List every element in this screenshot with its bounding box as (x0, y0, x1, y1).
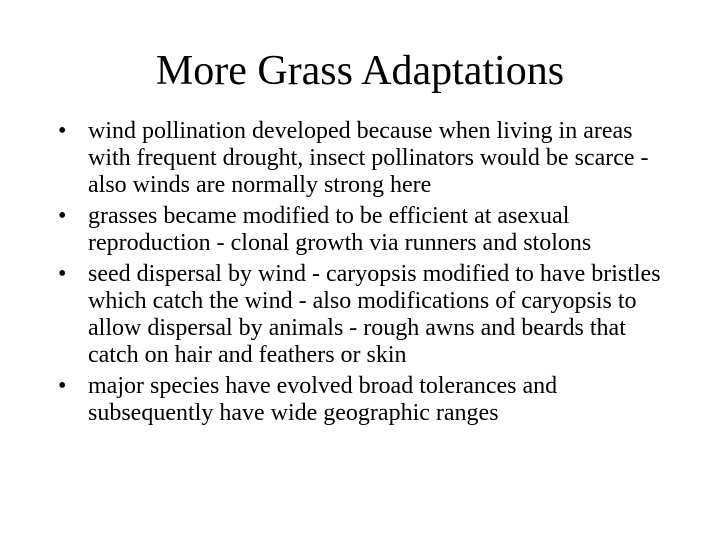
bullet-item-wind-pollination (54, 118, 674, 199)
bullet-item-seed-dispersal (54, 261, 674, 369)
bullet-icon: • (58, 203, 67, 229)
bullet-text: grasses became modified to be efficient at asexual reproduction - clonal growth via runners and stolons (88, 203, 592, 256)
bullet-list (54, 118, 674, 431)
bullet-text: major species have evolved broad tolerances and subsequently have wide geographic ranges (88, 373, 558, 426)
bullet-text: seed dispersal by wind - caryopsis modified to have bristles which catch the wind - also modifications of caryopsis to allow dispersal by animals - rough awns and beards that catch on hair and feathers or skin (88, 261, 661, 368)
bullet-icon: • (58, 373, 67, 399)
bullet-icon: • (58, 118, 67, 144)
bullet-item-broad-tolerances (54, 373, 674, 427)
slide-title: More Grass Adaptations (155, 48, 565, 94)
bullet-icon: • (58, 261, 67, 287)
bullet-text: wind pollination developed because when living in areas with frequent drought, insect pollinators would be scarce - also winds are normally strong here (88, 118, 649, 198)
bullet-item-asexual-reproduction (54, 203, 674, 257)
